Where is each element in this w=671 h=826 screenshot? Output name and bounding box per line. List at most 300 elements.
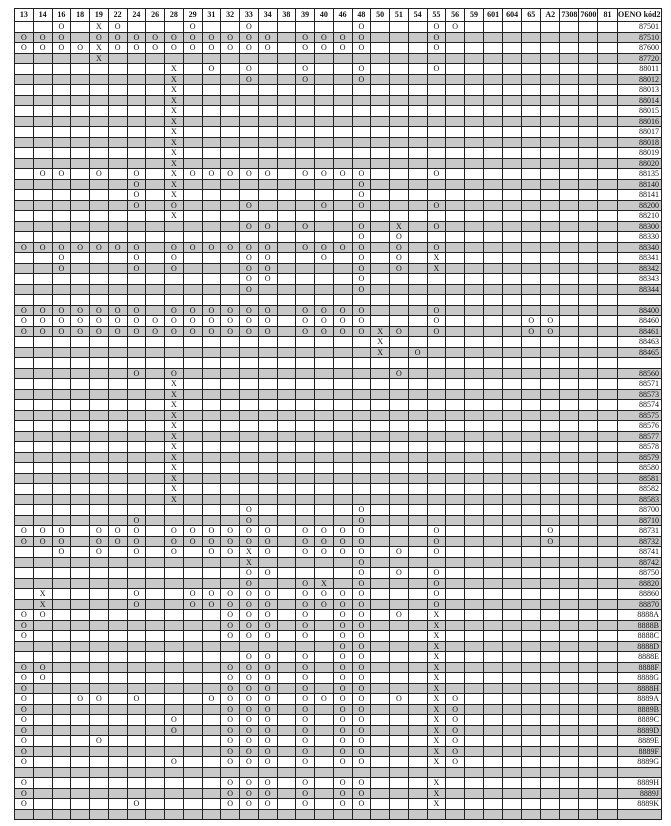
table-cell: O	[315, 242, 334, 253]
table-cell: O	[90, 305, 109, 316]
table-cell	[579, 116, 598, 127]
table-cell	[127, 232, 146, 243]
table-cell	[15, 347, 34, 358]
table-cell	[465, 148, 484, 159]
table-cell	[598, 526, 617, 537]
table-cell	[484, 641, 503, 652]
table-cell	[579, 64, 598, 75]
table-cell	[296, 53, 315, 64]
table-cell	[221, 232, 240, 243]
table-cell	[108, 64, 127, 75]
table-cell	[258, 578, 277, 589]
table-cell	[579, 379, 598, 390]
table-cell	[52, 347, 71, 358]
table-cell: O	[541, 326, 560, 337]
table-cell	[221, 473, 240, 484]
table-cell: O	[315, 326, 334, 337]
table-cell	[598, 127, 617, 138]
oeno-code-cell: 8889K	[617, 799, 662, 810]
table-cell	[52, 221, 71, 232]
table-cell	[71, 442, 90, 453]
table-cell	[371, 368, 390, 379]
table-cell	[484, 400, 503, 411]
table-cell	[465, 746, 484, 757]
table-cell: O	[333, 620, 352, 631]
table-cell	[296, 473, 315, 484]
table-cell	[333, 809, 352, 820]
table-cell	[522, 221, 541, 232]
table-cell	[52, 599, 71, 610]
table-cell	[296, 337, 315, 348]
table-cell	[390, 442, 409, 453]
table-row	[15, 64, 662, 75]
table-cell	[315, 431, 334, 442]
table-cell	[71, 620, 90, 631]
table-cell: O	[146, 43, 165, 54]
table-cell	[240, 95, 259, 106]
table-row	[15, 326, 662, 337]
table-cell: O	[90, 536, 109, 547]
table-cell: X	[427, 620, 446, 631]
table-cell	[427, 421, 446, 432]
table-cell	[541, 232, 560, 243]
table-cell	[579, 242, 598, 253]
table-cell	[90, 799, 109, 810]
table-cell	[108, 232, 127, 243]
table-cell	[33, 746, 52, 757]
table-cell	[165, 274, 184, 285]
table-cell	[127, 484, 146, 495]
table-cell: O	[240, 242, 259, 253]
table-cell: O	[296, 610, 315, 621]
table-cell	[277, 463, 296, 474]
table-cell	[146, 106, 165, 117]
table-cell	[52, 736, 71, 747]
table-cell	[71, 473, 90, 484]
table-row	[15, 106, 662, 117]
table-cell	[503, 704, 522, 715]
table-cell	[315, 22, 334, 33]
table-cell: X	[427, 673, 446, 684]
table-cell: X	[427, 610, 446, 621]
table-cell	[560, 505, 579, 516]
table-cell	[333, 295, 352, 306]
table-cell	[465, 389, 484, 400]
table-cell	[127, 683, 146, 694]
table-cell: X	[165, 106, 184, 117]
table-cell: O	[221, 242, 240, 253]
table-cell	[560, 767, 579, 778]
table-cell: O	[240, 673, 259, 684]
table-cell	[52, 641, 71, 652]
table-cell	[108, 379, 127, 390]
table-cell	[146, 473, 165, 484]
table-cell	[221, 64, 240, 75]
table-cell	[15, 158, 34, 169]
table-cell	[277, 589, 296, 600]
table-cell	[484, 610, 503, 621]
table-cell	[33, 442, 52, 453]
table-cell	[408, 127, 427, 138]
table-cell	[465, 169, 484, 180]
table-cell	[579, 505, 598, 516]
table-cell	[522, 32, 541, 43]
table-cell	[258, 379, 277, 390]
table-cell: O	[390, 253, 409, 264]
table-cell	[183, 232, 202, 243]
table-cell	[33, 767, 52, 778]
table-cell	[202, 431, 221, 442]
table-cell	[446, 295, 465, 306]
table-cell	[352, 337, 371, 348]
table-cell	[408, 53, 427, 64]
table-cell	[277, 211, 296, 222]
table-cell	[598, 778, 617, 789]
table-cell	[408, 505, 427, 516]
table-cell	[408, 389, 427, 400]
table-cell: X	[165, 400, 184, 411]
table-cell	[408, 179, 427, 190]
table-cell	[90, 221, 109, 232]
table-cell: O	[52, 22, 71, 33]
table-cell	[352, 106, 371, 117]
table-cell	[390, 578, 409, 589]
table-cell	[541, 610, 560, 621]
table-cell: O	[258, 221, 277, 232]
table-cell	[71, 368, 90, 379]
table-cell: O	[296, 715, 315, 726]
table-cell	[183, 452, 202, 463]
table-cell	[33, 736, 52, 747]
table-cell: O	[352, 778, 371, 789]
table-cell	[277, 652, 296, 663]
table-cell	[315, 400, 334, 411]
table-cell	[465, 473, 484, 484]
table-cell: O	[352, 799, 371, 810]
oeno-code-cell: 88742	[617, 557, 662, 568]
table-cell: O	[15, 746, 34, 757]
table-cell	[408, 169, 427, 180]
table-cell	[465, 263, 484, 274]
table-cell	[240, 295, 259, 306]
table-cell	[90, 106, 109, 117]
table-cell	[296, 232, 315, 243]
table-cell	[541, 410, 560, 421]
table-cell	[371, 179, 390, 190]
table-cell	[503, 169, 522, 180]
table-cell	[33, 631, 52, 642]
oeno-code-cell: 8888D	[617, 641, 662, 652]
table-cell	[465, 715, 484, 726]
oeno-code-cell: 88575	[617, 410, 662, 421]
table-cell	[108, 410, 127, 421]
table-cell	[465, 757, 484, 768]
table-cell	[71, 463, 90, 474]
table-cell: O	[258, 568, 277, 579]
table-cell	[183, 683, 202, 694]
table-cell	[277, 568, 296, 579]
table-cell	[598, 32, 617, 43]
table-cell	[127, 746, 146, 757]
table-cell	[541, 557, 560, 568]
table-cell: O	[296, 736, 315, 747]
table-cell	[221, 421, 240, 432]
table-cell: O	[127, 169, 146, 180]
table-cell	[165, 799, 184, 810]
table-cell	[277, 326, 296, 337]
table-cell	[522, 589, 541, 600]
table-cell	[560, 641, 579, 652]
table-cell	[390, 284, 409, 295]
table-cell	[579, 757, 598, 768]
table-cell	[484, 463, 503, 474]
table-cell	[202, 400, 221, 411]
table-cell: O	[333, 746, 352, 757]
table-cell: O	[127, 43, 146, 54]
table-cell	[503, 442, 522, 453]
table-cell	[579, 389, 598, 400]
table-cell	[90, 652, 109, 663]
table-cell	[503, 641, 522, 652]
table-cell: O	[258, 274, 277, 285]
table-cell: O	[33, 673, 52, 684]
table-cell: O	[258, 620, 277, 631]
table-cell	[352, 358, 371, 369]
table-cell: O	[258, 757, 277, 768]
table-cell	[277, 358, 296, 369]
table-cell	[522, 95, 541, 106]
table-cell: O	[221, 536, 240, 547]
table-cell	[277, 74, 296, 85]
table-cell	[33, 106, 52, 117]
table-cell	[277, 599, 296, 610]
table-cell: O	[296, 725, 315, 736]
table-cell	[15, 568, 34, 579]
table-cell	[146, 610, 165, 621]
table-cell	[296, 515, 315, 526]
table-cell	[371, 589, 390, 600]
table-cell	[465, 274, 484, 285]
table-cell	[465, 421, 484, 432]
table-cell: O	[427, 599, 446, 610]
table-cell	[408, 652, 427, 663]
table-cell	[33, 200, 52, 211]
table-cell: O	[352, 32, 371, 43]
table-row	[15, 568, 662, 579]
table-cell	[71, 211, 90, 222]
table-cell: O	[33, 326, 52, 337]
table-cell	[108, 515, 127, 526]
table-cell	[52, 568, 71, 579]
table-cell	[541, 746, 560, 757]
table-cell	[52, 64, 71, 75]
table-cell	[484, 578, 503, 589]
table-cell: O	[15, 725, 34, 736]
table-cell	[146, 263, 165, 274]
table-cell	[258, 211, 277, 222]
table-cell	[90, 809, 109, 820]
table-cell	[240, 85, 259, 96]
table-cell	[296, 116, 315, 127]
table-cell: O	[296, 305, 315, 316]
table-cell	[315, 64, 334, 75]
table-cell	[258, 200, 277, 211]
table-cell	[240, 179, 259, 190]
table-cell	[277, 547, 296, 558]
table-cell: O	[258, 704, 277, 715]
table-cell	[202, 673, 221, 684]
table-cell	[127, 736, 146, 747]
table-cell	[408, 148, 427, 159]
table-cell	[427, 452, 446, 463]
table-cell	[371, 515, 390, 526]
table-cell: O	[15, 683, 34, 694]
table-cell: O	[165, 536, 184, 547]
table-cell	[90, 337, 109, 348]
table-cell	[183, 557, 202, 568]
table-cell	[108, 599, 127, 610]
table-cell	[522, 746, 541, 757]
table-cell	[503, 578, 522, 589]
table-cell: O	[333, 736, 352, 747]
table-cell	[371, 620, 390, 631]
table-cell: O	[427, 242, 446, 253]
table-cell	[503, 715, 522, 726]
table-cell	[522, 484, 541, 495]
table-cell: O	[202, 326, 221, 337]
table-cell	[541, 578, 560, 589]
table-cell: O	[183, 536, 202, 547]
table-cell	[90, 368, 109, 379]
table-cell: O	[352, 284, 371, 295]
table-cell	[258, 158, 277, 169]
table-cell	[165, 358, 184, 369]
table-cell: O	[52, 526, 71, 537]
table-cell	[221, 494, 240, 505]
table-cell	[522, 379, 541, 390]
table-cell	[427, 347, 446, 358]
table-cell	[183, 641, 202, 652]
table-cell	[221, 158, 240, 169]
column-header: 51	[390, 9, 409, 22]
table-cell	[90, 620, 109, 631]
table-cell	[108, 578, 127, 589]
table-cell	[465, 578, 484, 589]
table-cell	[258, 389, 277, 400]
table-cell	[371, 725, 390, 736]
table-cell	[90, 179, 109, 190]
table-cell	[33, 263, 52, 274]
table-cell	[52, 148, 71, 159]
table-cell: X	[165, 379, 184, 390]
table-cell	[108, 221, 127, 232]
table-cell	[390, 305, 409, 316]
table-cell	[446, 85, 465, 96]
table-cell	[202, 53, 221, 64]
table-cell: O	[240, 568, 259, 579]
table-cell	[522, 547, 541, 558]
table-cell	[52, 389, 71, 400]
table-cell	[146, 95, 165, 106]
table-cell	[390, 347, 409, 358]
table-cell	[202, 442, 221, 453]
table-cell	[277, 106, 296, 117]
table-cell	[484, 683, 503, 694]
table-cell	[503, 463, 522, 474]
table-cell	[390, 673, 409, 684]
oeno-code-cell: 88710	[617, 515, 662, 526]
table-cell	[465, 589, 484, 600]
table-cell: O	[258, 778, 277, 789]
table-cell	[90, 85, 109, 96]
table-cell	[146, 421, 165, 432]
table-cell	[541, 620, 560, 631]
table-cell	[315, 379, 334, 390]
table-cell	[390, 43, 409, 54]
table-cell	[108, 662, 127, 673]
table-cell	[427, 211, 446, 222]
table-cell	[598, 757, 617, 768]
table-cell	[33, 53, 52, 64]
table-cell	[221, 410, 240, 421]
table-cell	[221, 484, 240, 495]
table-cell	[333, 410, 352, 421]
table-cell	[202, 788, 221, 799]
table-cell: O	[165, 368, 184, 379]
table-cell	[258, 484, 277, 495]
table-cell	[408, 736, 427, 747]
table-cell	[183, 515, 202, 526]
table-cell	[465, 641, 484, 652]
table-cell	[108, 284, 127, 295]
table-cell	[202, 452, 221, 463]
table-cell	[541, 43, 560, 54]
table-cell	[579, 32, 598, 43]
table-cell	[465, 295, 484, 306]
table-cell	[446, 463, 465, 474]
table-cell	[71, 127, 90, 138]
table-cell	[598, 22, 617, 33]
table-cell	[352, 85, 371, 96]
table-cell	[598, 578, 617, 589]
table-cell: O	[240, 578, 259, 589]
table-cell	[484, 631, 503, 642]
table-cell	[390, 379, 409, 390]
table-cell	[465, 53, 484, 64]
oeno-code-cell: 88820	[617, 578, 662, 589]
table-cell	[33, 295, 52, 306]
table-cell: O	[33, 526, 52, 537]
table-cell	[15, 379, 34, 390]
table-cell: O	[127, 179, 146, 190]
column-header: 601	[484, 9, 503, 22]
table-cell	[371, 694, 390, 705]
table-cell	[183, 127, 202, 138]
table-cell	[560, 578, 579, 589]
table-cell	[541, 22, 560, 33]
table-cell	[333, 74, 352, 85]
table-cell	[598, 673, 617, 684]
table-cell	[352, 484, 371, 495]
table-cell	[598, 169, 617, 180]
table-cell: O	[202, 305, 221, 316]
table-cell	[446, 337, 465, 348]
column-header: 22	[108, 9, 127, 22]
table-cell	[541, 683, 560, 694]
table-cell	[484, 64, 503, 75]
table-cell	[127, 64, 146, 75]
table-row	[15, 232, 662, 243]
